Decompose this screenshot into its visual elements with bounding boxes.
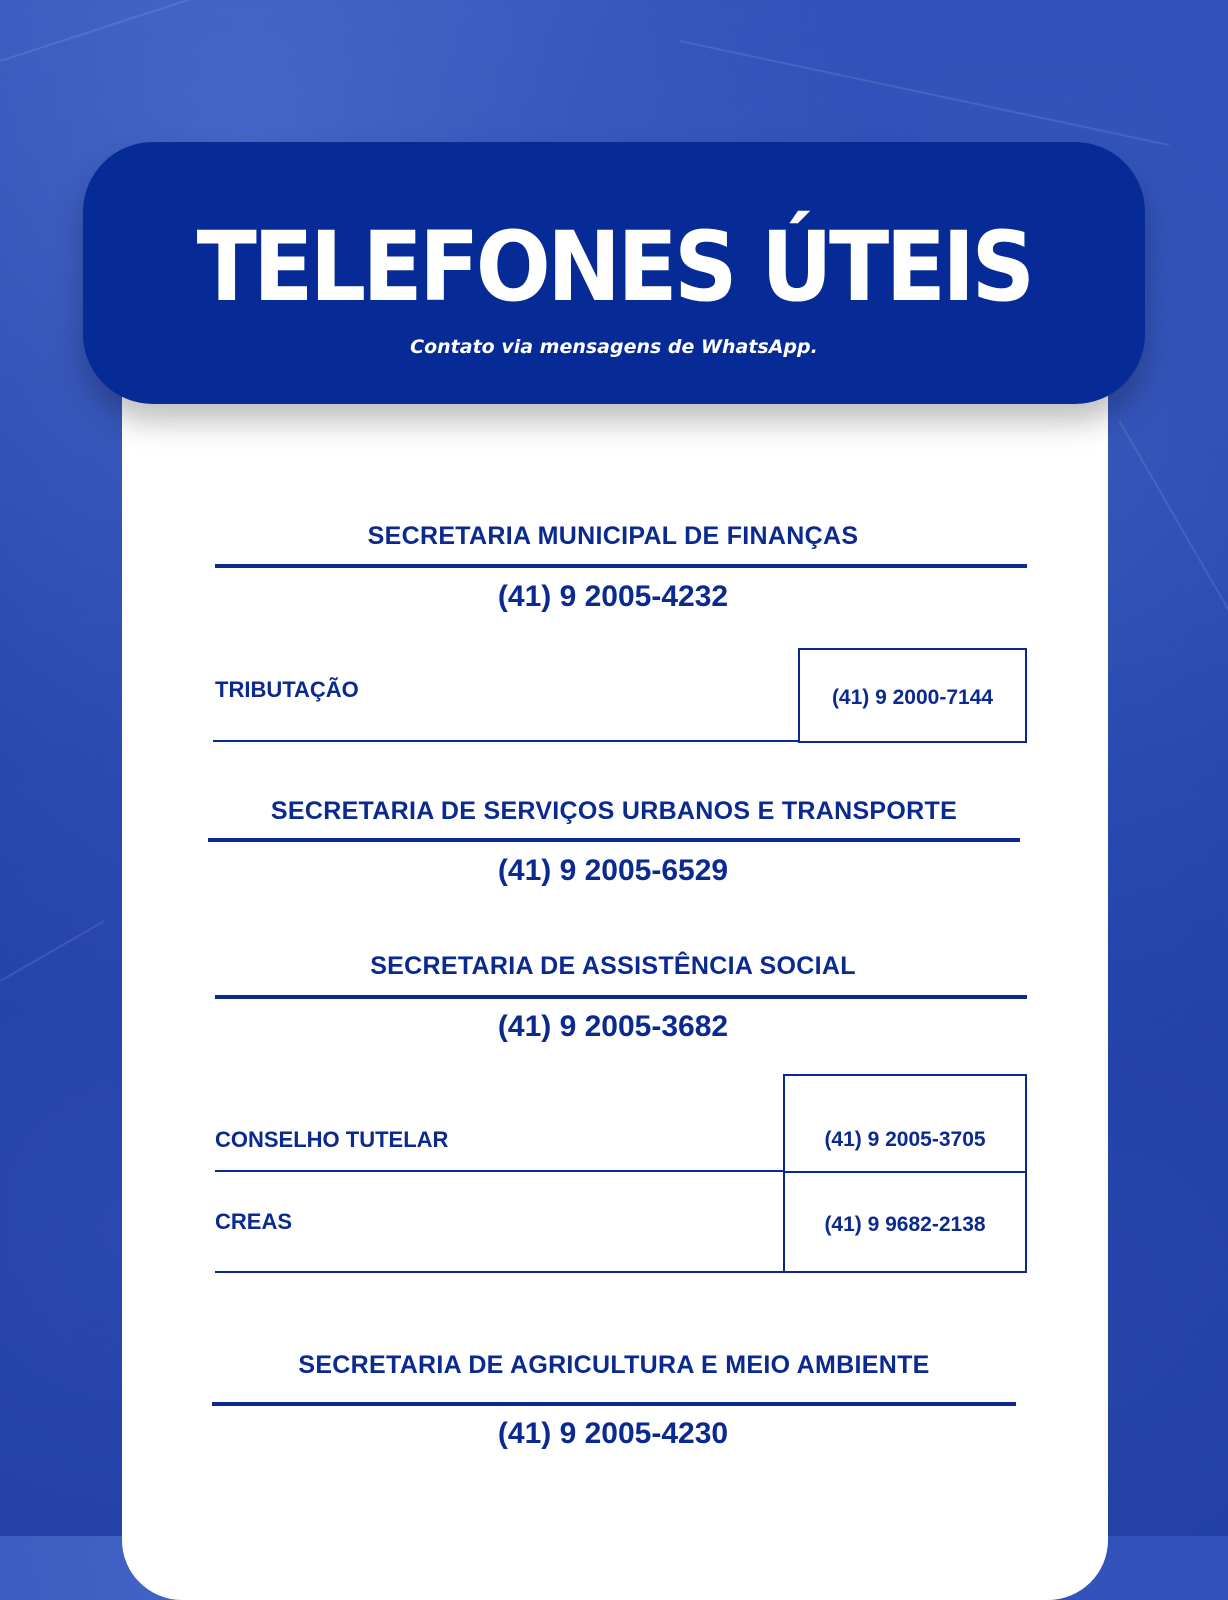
sub-label-creas: CREAS [215, 1209, 293, 1234]
sub-phone-tributacao[interactable]: (41) 9 2000-7144 [831, 686, 994, 709]
sub-phone-creas[interactable]: (41) 9 9682-2138 [824, 1213, 986, 1236]
sub-label-tributacao: TRIBUTAÇÃO [215, 677, 359, 702]
sub-phone-conselho-tutelar[interactable]: (41) 9 2005-3705 [824, 1128, 986, 1151]
sub-row-divider [215, 1170, 785, 1172]
section-divider [208, 838, 1020, 842]
sub-row-divider [215, 1271, 785, 1273]
section-divider [215, 564, 1027, 568]
background-streak [0, 0, 400, 62]
background-streak [0, 920, 105, 982]
section-phone-servicos-urbanos[interactable]: (41) 9 2005-6529 [497, 854, 729, 887]
section-title-financas: SECRETARIA MUNICIPAL DE FINANÇAS [367, 522, 859, 550]
background-streak [1118, 420, 1228, 646]
section-phone-agricultura[interactable]: (41) 9 2005-4230 [497, 1417, 729, 1450]
page-subtitle: Contato via mensagens de WhatsApp. [410, 336, 818, 358]
section-title-servicos-urbanos: SECRETARIA DE SERVIÇOS URBANOS E TRANSPORTE [270, 797, 958, 825]
page-title: TELEFONES ÚTEIS [196, 211, 1032, 323]
sub-phone-box [783, 1074, 1027, 1173]
section-title-agricultura: SECRETARIA DE AGRICULTURA E MEIO AMBIENTE [298, 1351, 930, 1379]
section-phone-financas[interactable]: (41) 9 2005-4232 [497, 580, 729, 613]
sub-label-conselho-tutelar: CONSELHO TUTELAR [215, 1127, 449, 1152]
section-title-assistencia-social: SECRETARIA DE ASSISTÊNCIA SOCIAL [370, 952, 856, 980]
sub-row-divider [213, 740, 800, 742]
section-divider [212, 1402, 1016, 1406]
section-phone-assistencia-social[interactable]: (41) 9 2005-3682 [497, 1010, 729, 1043]
background-streak [680, 40, 1169, 146]
section-divider [215, 995, 1027, 999]
